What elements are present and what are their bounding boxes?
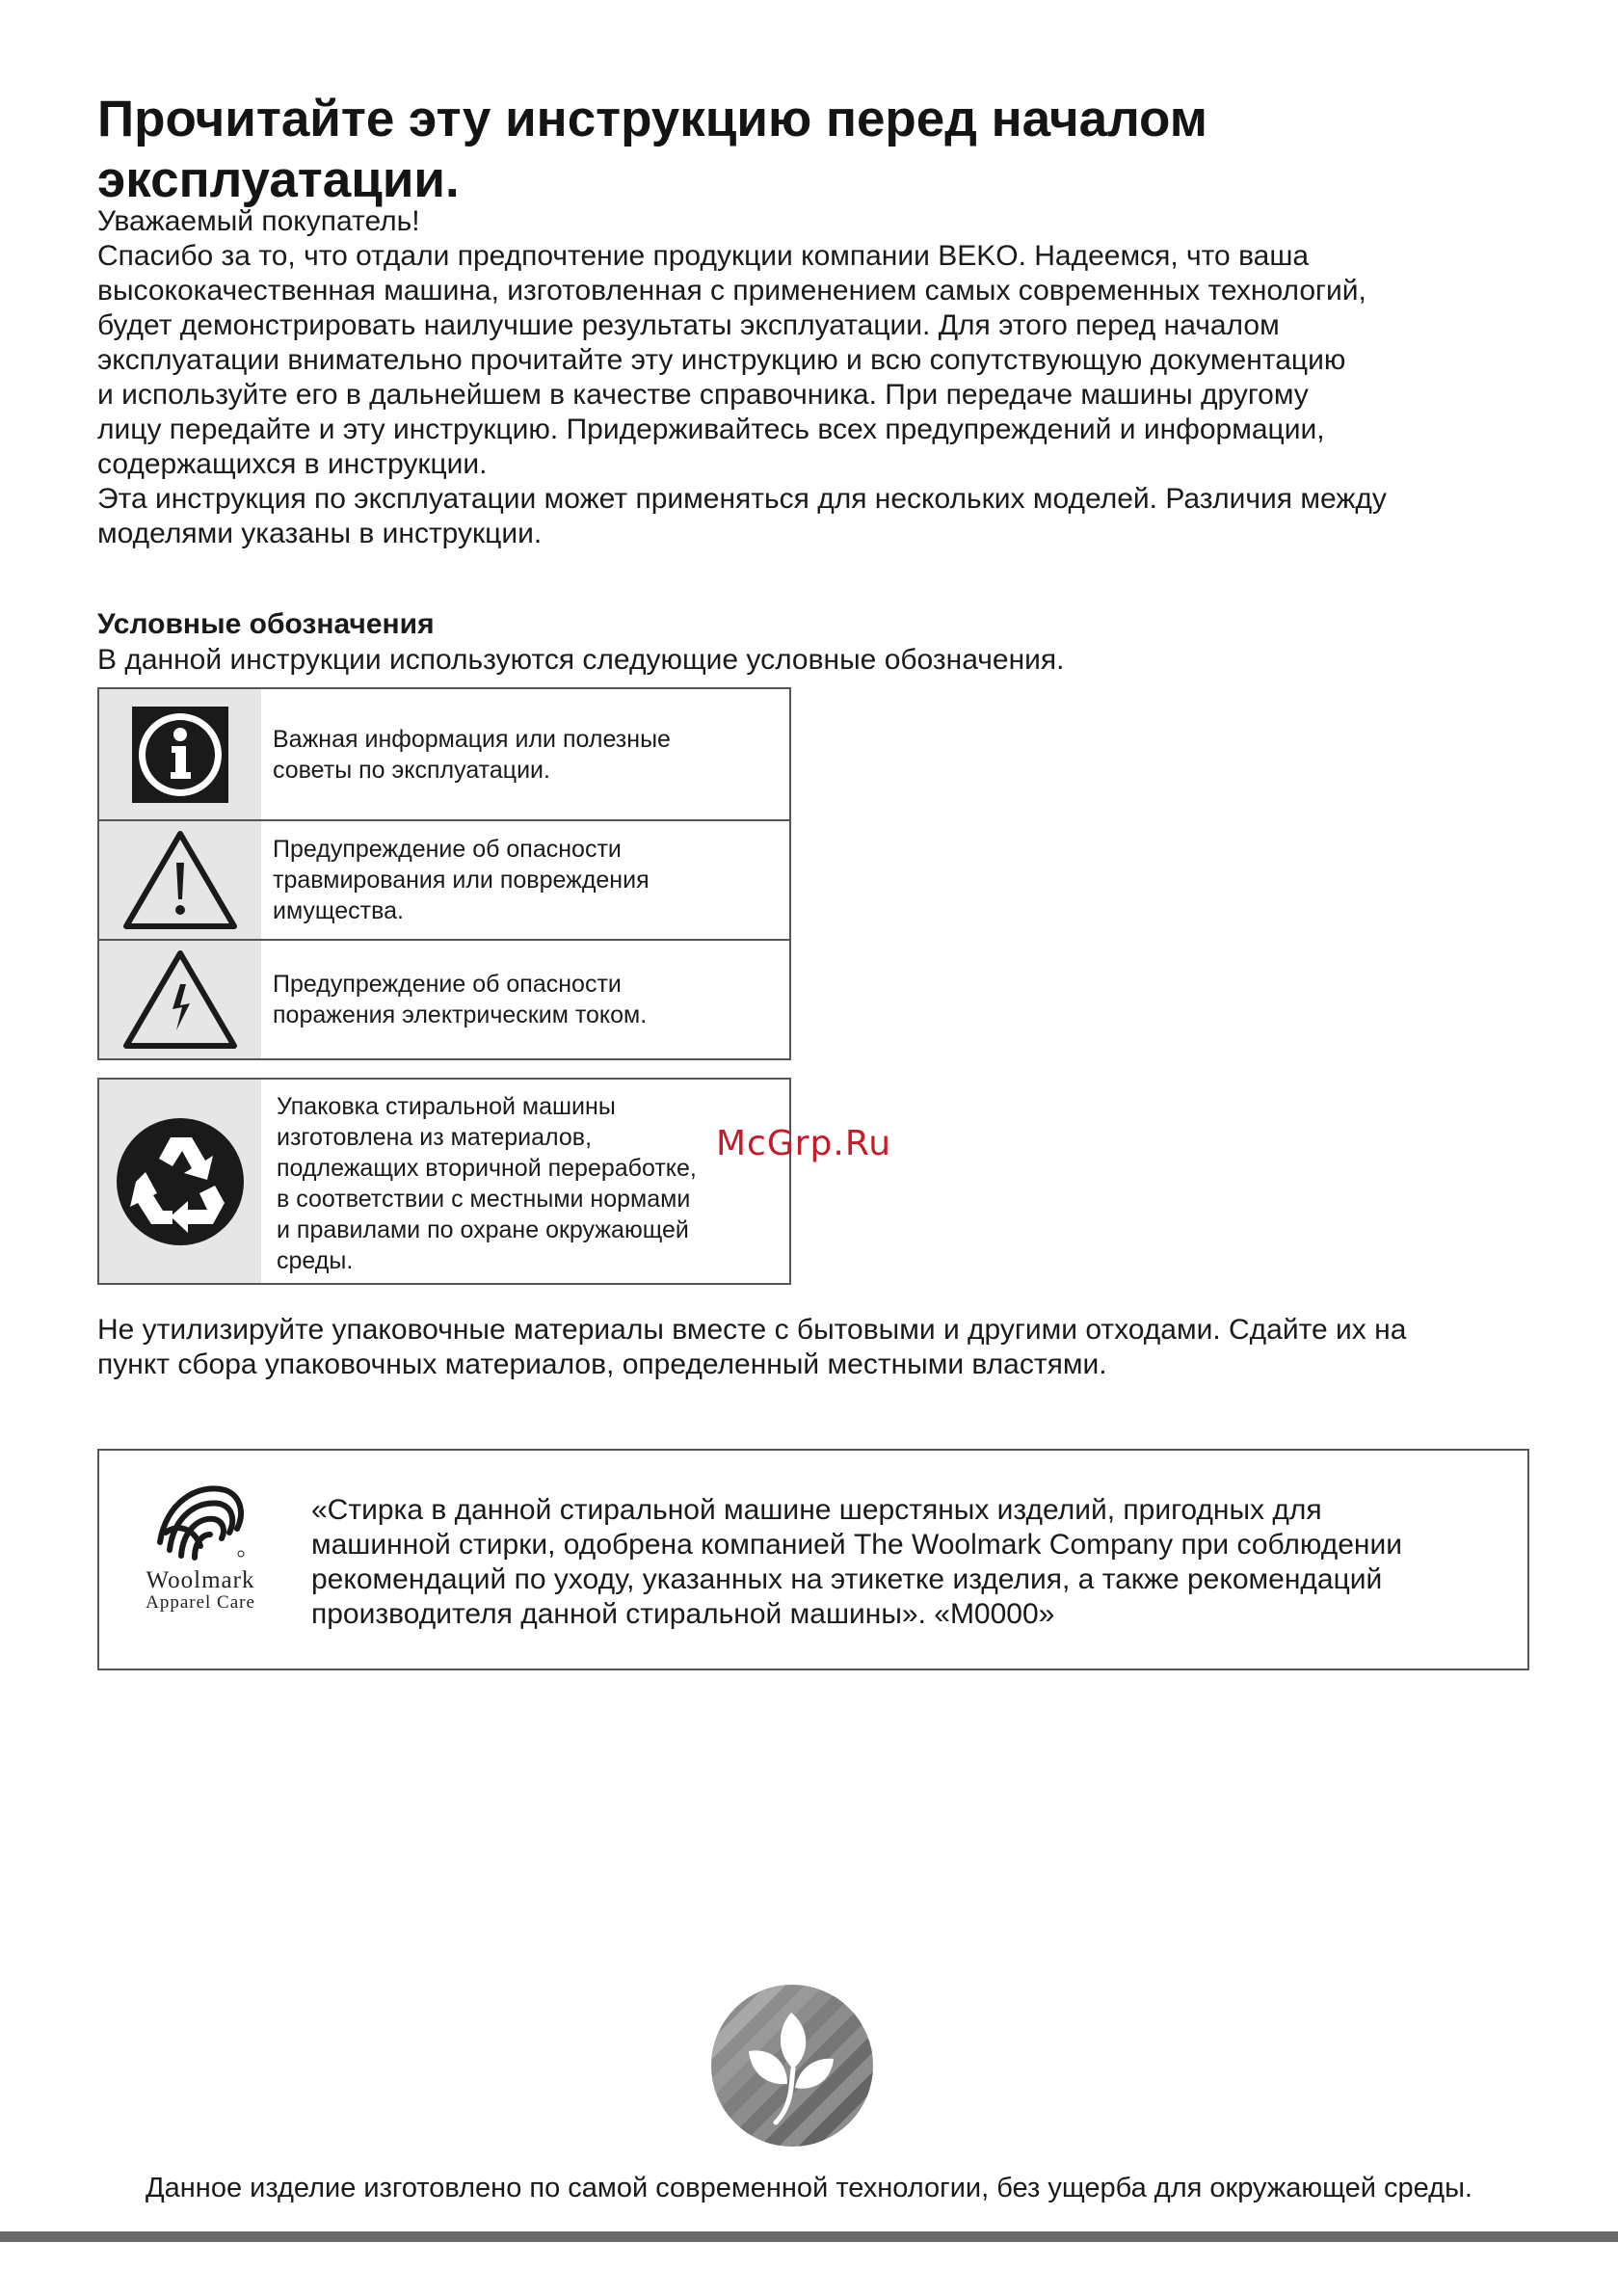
woolmark-box bbox=[97, 1449, 1529, 1670]
disposal-line: Не утилизируйте упаковочные материалы вместе с бытовыми и другими отходами. Сдайте их на bbox=[97, 1314, 1407, 1346]
recycle-box bbox=[97, 1078, 791, 1285]
symbol-text-line: травмирования или повреждения bbox=[273, 867, 650, 894]
symbols-intro: В данной инструкции используются следующие условные обозначения. bbox=[97, 644, 1065, 676]
intro-line: будет демонстрировать наилучшие результаты эксплуатации. Для этого перед началом bbox=[97, 309, 1280, 341]
intro-paragraph bbox=[97, 239, 1524, 482]
intro-line: эксплуатации внимательно прочитайте эту инструкцию и всю сопутствующую документацию bbox=[97, 344, 1346, 376]
symbol-text-line: имущества. bbox=[273, 897, 404, 924]
footer-bar bbox=[0, 2231, 1618, 2242]
recycle-text-line: среды. bbox=[277, 1247, 354, 1274]
symbol-row-warning bbox=[99, 821, 789, 941]
recycle-text-line: Упаковка стиральной машины bbox=[277, 1093, 616, 1120]
symbol-text-line: поражения электрическим током. bbox=[273, 1001, 648, 1028]
disposal-line: пункт сбора упаковочных материалов, определенный местными властями. bbox=[97, 1348, 1107, 1380]
title-line: эксплуатации. bbox=[97, 151, 460, 208]
eco-caption: Данное изделие изготовлено по самой современной технологии, без ущерба для окружающей среды. bbox=[146, 2173, 1472, 2203]
symbol-icon-cell bbox=[99, 1080, 261, 1283]
title-line: Прочитайте эту инструкцию перед началом bbox=[97, 91, 1207, 147]
symbols-table bbox=[97, 687, 791, 1060]
watermark: McGrp.Ru bbox=[716, 1124, 892, 1163]
symbol-icon-cell bbox=[99, 689, 261, 819]
woolmark-statement bbox=[311, 1493, 1506, 1632]
warning-icon bbox=[122, 830, 238, 930]
intro-line: Спасибо за то, что отдали предпочтение продукции компании BEKO. Надеемся, что ваша bbox=[97, 240, 1310, 272]
symbol-text-line: советы по эксплуатации. bbox=[273, 756, 550, 784]
models-paragraph bbox=[97, 482, 1524, 551]
models-line: моделями указаны в инструкции. bbox=[97, 518, 543, 549]
woolmark-line: рекомендаций по уходу, указанных на этикетке изделия, а также рекомендаций bbox=[311, 1563, 1383, 1595]
recycle-icon bbox=[115, 1116, 246, 1247]
symbol-text-line: Предупреждение об опасности bbox=[273, 971, 622, 998]
recycle-text-line: в соответствии с местными нормами bbox=[277, 1186, 691, 1213]
recycle-text-line: изготовлена из материалов, bbox=[277, 1124, 593, 1151]
intro-line: и используйте его в дальнейшем в качестве справочника. При передаче машины другому bbox=[97, 379, 1309, 411]
models-line: Эта инструкция по эксплуатации может применяться для нескольких моделей. Различия между bbox=[97, 483, 1387, 515]
leaf-icon bbox=[710, 1984, 874, 2148]
intro-block bbox=[97, 204, 1524, 551]
woolmark-logo bbox=[119, 1475, 282, 1648]
electric-shock-icon bbox=[122, 949, 238, 1050]
intro-line: лицу передайте и эту инструкцию. Придерживайтесь всех предупреждений и информации, bbox=[97, 414, 1325, 445]
woolmark-line: машинной стирки, одобрена компанией The Woolmark Company при соблюдении bbox=[311, 1529, 1403, 1561]
info-icon bbox=[132, 707, 228, 803]
symbols-heading: Условные обозначения bbox=[97, 608, 435, 640]
recycle-text-line: и правилами по охране окружающей bbox=[277, 1216, 689, 1243]
woolmark-line: «Стирка в данной стиральной машине шерстяных изделий, пригодных для bbox=[311, 1494, 1322, 1526]
woolmark-line: производителя данной стиральной машины». «M0000» bbox=[311, 1598, 1055, 1630]
intro-line: высококачественная машина, изготовленная с применением самых современных технологий, bbox=[97, 275, 1366, 307]
symbol-description bbox=[261, 834, 774, 926]
page-title bbox=[97, 89, 1446, 210]
woolmark-brand: Woolmark bbox=[146, 1567, 255, 1593]
symbol-text-line: Важная информация или полезные bbox=[273, 725, 671, 753]
recycle-text-line: подлежащих вторичной переработке, bbox=[277, 1155, 697, 1182]
symbol-text-line: Предупреждение об опасности bbox=[273, 836, 622, 863]
wool-ball-icon bbox=[152, 1475, 249, 1563]
disposal-notice bbox=[97, 1313, 1543, 1382]
woolmark-sub: Apparel Care bbox=[146, 1592, 255, 1613]
symbol-row-electric bbox=[99, 941, 789, 1058]
symbol-description bbox=[261, 724, 774, 786]
recycle-description bbox=[261, 1080, 778, 1283]
intro-line: содержащихся в инструкции. bbox=[97, 448, 488, 480]
symbol-row-info bbox=[99, 689, 789, 821]
greeting: Уважаемый покупатель! bbox=[97, 205, 420, 237]
symbol-icon-cell bbox=[99, 941, 261, 1058]
symbol-description bbox=[261, 969, 774, 1030]
symbol-icon-cell bbox=[99, 821, 261, 939]
